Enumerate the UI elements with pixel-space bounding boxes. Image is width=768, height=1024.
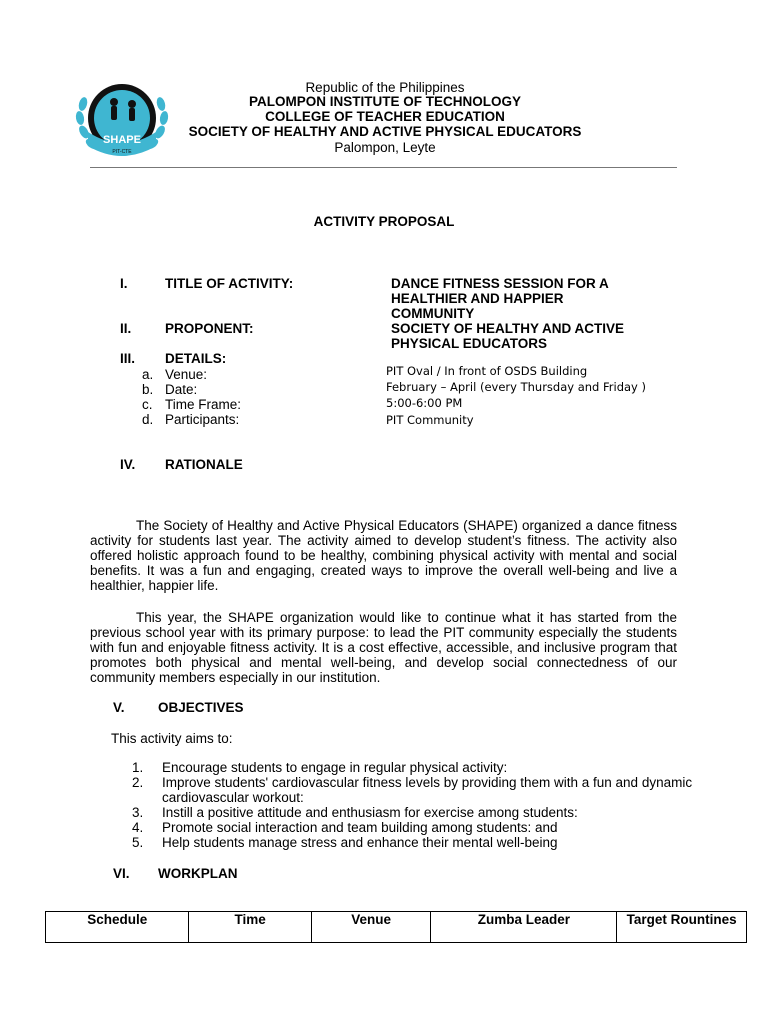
section-1-label: TITLE OF ACTIVITY: <box>165 276 294 291</box>
section-2-number: II. <box>120 321 132 336</box>
list-item: 5. Help students manage stress and enhance their mental well-being <box>132 835 558 850</box>
title-of-activity-line2: HEALTHIER AND HAPPIER <box>391 291 564 306</box>
section-3-label: DETAILS: <box>165 351 227 366</box>
section-2-label: PROPONENT: <box>165 321 254 336</box>
list-item: 4. Promote social interaction and team building among students: and <box>132 820 558 835</box>
detail-venue-label: Venue: <box>165 367 208 382</box>
detail-a-letter: a. <box>142 367 154 382</box>
list-item: 2. Improve students' cardiovascular fitness levels by providing them with a fun and dynamic cardiovascular workout: <box>132 775 693 805</box>
detail-participants-label: Participants: <box>165 412 240 427</box>
detail-d-letter: d. <box>142 412 154 427</box>
detail-venue-value: PIT Oval / In front of OSDS Building <box>386 364 588 378</box>
column-header-target-routines: Target Rountines <box>617 912 747 943</box>
detail-date-value: February – April (every Thursday and Friday ) <box>386 380 647 394</box>
rationale-paragraph-2: This year, the SHAPE organization would like to continue what it has started from the previous school year with its primary purpose: to lead the PIT community especially the students with fun and enjoyable fitness activity. It is a cost effective, accessible, and inclusive program that promotes both physical and mental well-being, and develop social connectedness of our community members especially in our institution. <box>90 610 677 685</box>
section-4-number: IV. <box>120 457 136 472</box>
proponent-line1: SOCIETY OF HEALTHY AND ACTIVE <box>391 321 625 336</box>
title-of-activity-line1: DANCE FITNESS SESSION FOR A <box>391 276 609 291</box>
section-3-number: III. <box>120 351 136 366</box>
table-header-row <box>46 912 747 943</box>
workplan-table <box>45 911 747 943</box>
header-location: Palompon, Leyte <box>334 140 436 155</box>
section-5-number: V. <box>113 700 125 715</box>
column-header-schedule: Schedule <box>46 912 189 943</box>
section-6-number: VI. <box>113 866 130 881</box>
header-institute: PALOMPON INSTITUTE OF TECHNOLOGY <box>249 94 521 109</box>
svg-text:PIT-CTE: PIT-CTE <box>112 149 132 155</box>
list-item: 1. Encourage students to engage in regular physical activity: <box>132 760 508 775</box>
header-college: COLLEGE OF TEACHER EDUCATION <box>265 109 505 124</box>
header-society: SOCIETY OF HEALTHY AND ACTIVE PHYSICAL EDUCATORS <box>188 124 582 139</box>
objectives-list <box>132 760 702 850</box>
detail-timeframe-value: 5:00-6:00 PM <box>386 396 463 410</box>
section-5-label: OBJECTIVES <box>158 700 244 715</box>
detail-date-label: Date: <box>165 382 198 397</box>
column-header-venue: Venue <box>311 912 430 943</box>
list-item: 3. Instill a positive attitude and enthusiasm for exercise among students: <box>132 805 578 820</box>
header-divider <box>90 167 677 168</box>
section-4-label: RATIONALE <box>165 457 243 472</box>
section-6-label: WORKPLAN <box>158 866 238 881</box>
header-country: Republic of the Philippines <box>305 80 465 95</box>
rationale-paragraph-1: The Society of Healthy and Active Physical Educators (SHAPE) organized a dance fitness activity for students last year. The activity aimed to develop student’s fitness. The activity also offered holistic approach found to be healthy, combining physical activity with mental and social benefits. It was a fun and engaging, created ways to improve the overall well-being and live a healthier, happier life. <box>90 518 677 593</box>
detail-c-letter: c. <box>142 397 153 412</box>
title-of-activity-line3: COMMUNITY <box>391 306 475 321</box>
detail-b-letter: b. <box>142 382 154 397</box>
detail-participants-value: PIT Community <box>386 413 474 427</box>
objectives-intro: This activity aims to: <box>111 731 233 746</box>
svg-text:SHAPE: SHAPE <box>103 134 141 146</box>
column-header-zumba-leader: Zumba Leader <box>431 912 617 943</box>
document-title: ACTIVITY PROPOSAL <box>313 214 455 229</box>
detail-timeframe-label: Time Frame: <box>165 397 242 412</box>
proponent-line2: PHYSICAL EDUCATORS <box>391 336 548 351</box>
section-1-number: I. <box>120 276 128 291</box>
column-header-time: Time <box>189 912 311 943</box>
